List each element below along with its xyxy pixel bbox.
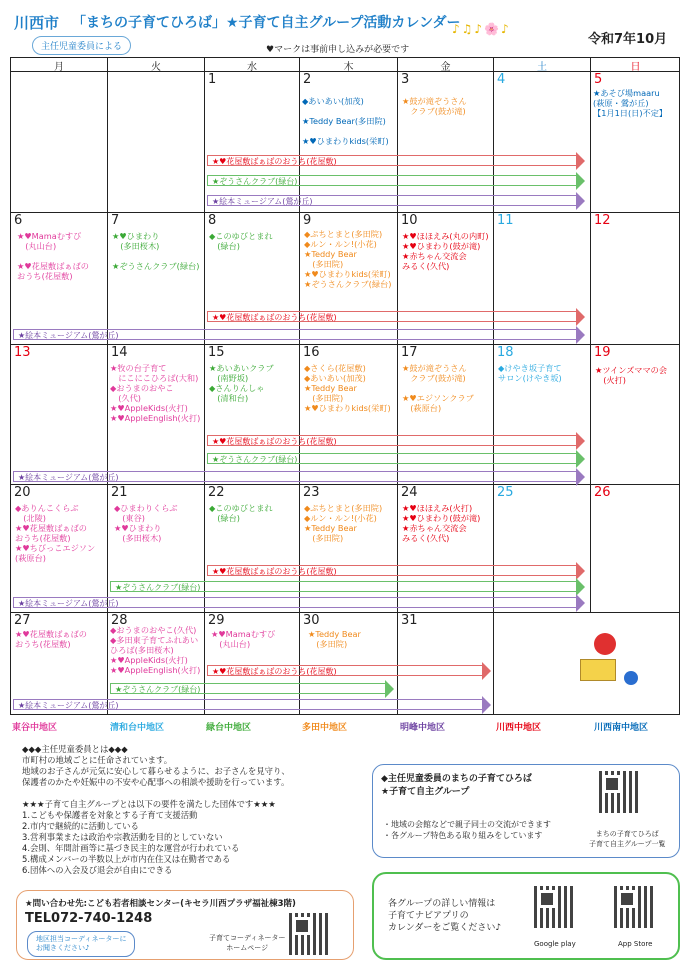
- event-list: ◆さくら(花屋敷) ◆あいあい(加茂) ★Teddy Bear (多田院) ★♥ひまわりkids(栄町): [304, 363, 391, 413]
- day-number: 26: [594, 485, 611, 500]
- day-cell: [300, 213, 398, 345]
- day-cell: [591, 213, 680, 345]
- legend-item: 清和台中地区: [110, 723, 165, 733]
- day-number: 2: [303, 72, 312, 87]
- event-list: ★ツインズママの会 (火打): [595, 365, 668, 385]
- day-number: 19: [594, 345, 611, 360]
- day-number: 11: [497, 213, 514, 228]
- event-list: ★あいあいクラブ (南野坂) ◆さんりんしゃ (清和台): [209, 363, 274, 403]
- app-store-label: App Store: [618, 940, 653, 948]
- google-play-label: Google play: [534, 940, 576, 948]
- day-number: 8: [208, 213, 217, 228]
- day-cell: [591, 345, 680, 485]
- day-number: 5: [594, 72, 603, 87]
- app-info-box: [372, 872, 680, 960]
- subtitle: 主任児童委員による: [32, 36, 131, 55]
- event-list: ◆ぷちとまと(多田院) ◆ルン・ルン!(小花) ★Teddy Bear (多田院) ★♥ひまわりkids(栄町) ★ぞうさんクラブ(緑台): [304, 229, 392, 289]
- day-number: 10: [401, 213, 418, 228]
- illustration-cell: [494, 613, 680, 714]
- contact-box: [16, 890, 354, 960]
- tel-number[interactable]: TEL072-740-1248: [25, 911, 153, 926]
- info-text: ◆◆◆主任児童委員とは◆◆◆ 市町村の地域ごとに任命されています。 地域のお子さんが元気に安心して暮らせるように、お子さんを見守り、 保護者のかたや妊娠中の不安や心配事への相談や援助を行っています。 ★★★子育て自主グループとは以下の要件を満たした団体です★★★ 1.こどもや保護者を対象とする子育て支援活動 2.市内で継続的に活動している 3.営利事業または政治や宗教活動を目的としていない 4.会則、年間計画等に基づき民主的な運営が行われている 5.構成メンバーの半数以上が市内在住又は在勤者である 6.団体への入会及び退会が自由にできる: [22, 744, 290, 875]
- event-list: ★♥花屋敷ばぁばの おうち(花屋敷): [15, 629, 87, 649]
- dow-mon: 月: [11, 58, 108, 72]
- event-bar: ★ぞうさんクラブ(緑台): [207, 175, 577, 186]
- day-number: 23: [303, 485, 320, 500]
- event-list: ★鼓が滝ぞうさん クラブ(鼓が滝): [402, 96, 467, 116]
- day-number: 28: [111, 613, 128, 628]
- event-bar: ★絵本ミュージアム(鶯が丘): [13, 471, 577, 482]
- day-number: 22: [208, 485, 225, 500]
- day-cell: [108, 213, 205, 345]
- day-cell: [398, 213, 494, 345]
- event-bar: ★絵本ミュージアム(鶯が丘): [13, 597, 577, 608]
- event-list: ★Teddy Bear (多田院): [308, 629, 361, 649]
- district-legend: [10, 720, 680, 734]
- event-bar: ★♥花屋敷ばぁばのおうち(花屋敷): [207, 565, 577, 576]
- event-list: ◆けやき坂子育て サロン(けやき坂): [498, 363, 562, 383]
- event-list: ★♥Mamaむすび (丸山台) ★♥花屋敷ばぁばの おうち(花屋敷): [17, 231, 89, 281]
- day-number: 27: [14, 613, 31, 628]
- qr-caption: まちの子育てひろば 子育て自主グループ一覧: [589, 830, 666, 848]
- day-number: 6: [14, 213, 23, 228]
- event-list: ★あそび場maaru (萩原・鶯が丘) 【1月1日(日)不定】: [593, 88, 668, 118]
- day-cell: [398, 345, 494, 485]
- qr-code-icon[interactable]: [599, 771, 641, 813]
- legend-item: 明峰中地区: [400, 723, 446, 733]
- event-list: ★♥ほほえみ(火打) ★♥ひまわり(鼓が滝) ★赤ちゃん交流会 みるく(久代): [402, 503, 481, 543]
- legend-item: 東谷中地区: [12, 723, 58, 733]
- day-cell: [591, 485, 680, 613]
- day-number: 17: [401, 345, 418, 360]
- heart-note: ♥マークは事前申し込みが必要です: [266, 45, 410, 55]
- day-number: 14: [111, 345, 128, 360]
- day-number: 20: [14, 485, 31, 500]
- event-list: ◆あいあい(加茂) ★Teddy Bear(多田院) ★♥ひまわりkids(栄町): [302, 96, 389, 146]
- coordinator-note: 地区担当コーディネーターに お聞きください♪: [27, 931, 135, 957]
- dow-tue: 火: [108, 58, 205, 72]
- decoration-icon: ♪♫♪🌸♪: [452, 22, 511, 36]
- day-cell: [11, 345, 108, 485]
- day-number: 7: [111, 213, 120, 228]
- day-cell: [300, 345, 398, 485]
- calendar-grid: [10, 57, 680, 715]
- event-list: ★♥Mamaむすび (丸山台): [211, 629, 276, 649]
- toy-box-illustration: [580, 659, 616, 681]
- day-cell: [398, 72, 494, 213]
- event-bar: ★♥花屋敷ばぁばのおうち(花屋敷): [207, 665, 483, 676]
- dow-sun: 日: [591, 58, 680, 72]
- event-list: ◆ありんこくらぶ (北陵) ★♥花屋敷ばぁばの おうち(花屋敷) ★♥ちびっこエジソン (萩原台): [15, 503, 96, 563]
- legend-item: 川西中地区: [496, 723, 542, 733]
- event-bar: ★ぞうさんクラブ(緑台): [207, 453, 577, 464]
- event-list: ◆ひまわりくらぶ (東谷) ★♥ひまわり (多田桜木): [114, 503, 178, 543]
- dow-sat: 土: [494, 58, 591, 72]
- event-list: ◆おうまのおやこ(久代) ◆多田東子育てふれあい ひろば(多田桜木) ★♥AppleKids(火打) ★♥AppleEnglish(火打): [110, 625, 201, 675]
- event-bar: ★絵本ミュージアム(鶯が丘): [13, 329, 577, 340]
- day-cell: [300, 485, 398, 613]
- dow-wed: 水: [205, 58, 300, 72]
- event-list: ◆このゆびとまれ (緑台): [209, 503, 273, 523]
- day-number: 18: [497, 345, 514, 360]
- legend-item: 緑台中地区: [206, 723, 252, 733]
- day-number: 4: [497, 72, 506, 87]
- date-label: 令和7年10月: [588, 32, 668, 47]
- app-store-qr-icon[interactable]: [614, 886, 656, 928]
- day-number: 31: [401, 613, 418, 628]
- day-number: 21: [111, 485, 128, 500]
- day-number: 24: [401, 485, 418, 500]
- app-text: 各グループの詳しい情報は 子育てナビアプリの カレンダーをご覧ください♪: [388, 899, 502, 933]
- event-list: ★牧の台子育て にこにこひろば(大和) ◆おうまのおやこ (久代) ★♥AppleKids(火打) ★♥AppleEnglish(火打): [110, 363, 201, 423]
- event-bar: ★絵本ミュージアム(鶯が丘): [13, 699, 483, 710]
- hp-caption: 子育てコーディネーター ホームページ: [209, 934, 286, 952]
- event-list: ◆ぷちとまと(多田院) ◆ルン・ルン!(小花) ★Teddy Bear (多田院): [304, 503, 383, 543]
- day-cell: [108, 345, 205, 485]
- day-cell: [205, 485, 300, 613]
- day-number: 15: [208, 345, 225, 360]
- ball-illustration: [624, 671, 638, 685]
- event-bar: ★♥花屋敷ばぁばのおうち(花屋敷): [207, 155, 577, 166]
- day-cell: [300, 72, 398, 213]
- day-number: 1: [208, 72, 217, 87]
- day-number: 9: [303, 213, 312, 228]
- day-number: 29: [208, 613, 225, 628]
- day-number: 16: [303, 345, 320, 360]
- day-number: 12: [594, 213, 611, 228]
- event-list: ★鼓が滝ぞうさん クラブ(鼓が滝) ★♥エジソンクラブ (萩原台): [402, 363, 474, 413]
- box-text: ・地域の会館などで親子同士の交流ができます ・各グループ特色ある取り組みをしています: [383, 820, 551, 840]
- event-bar: ★♥花屋敷ばぁばのおうち(花屋敷): [207, 311, 577, 322]
- event-list: ◆このゆびとまれ (緑台): [209, 231, 273, 251]
- event-bar: ★♥花屋敷ばぁばのおうち(花屋敷): [207, 435, 577, 446]
- event-bar: ★絵本ミュージアム(鶯が丘): [207, 195, 577, 206]
- page-title: 「まちの子育てひろば」★子育て自主グループ活動カレンダー: [72, 15, 461, 31]
- dow-thu: 木: [300, 58, 398, 72]
- box-title: ◆主任児童委員のまちの子育てひろば ★子育て自主グループ: [381, 774, 532, 797]
- day-cell: [11, 213, 108, 345]
- day-cell: [205, 213, 300, 345]
- day-number: 30: [303, 613, 320, 628]
- day-cell: [205, 72, 300, 213]
- day-number: 25: [497, 485, 514, 500]
- google-play-qr-icon[interactable]: [534, 886, 576, 928]
- day-cell: [11, 485, 108, 613]
- city-name: 川西市: [14, 14, 60, 32]
- event-list: ★♥ひまわり (多田桜木) ★ぞうさんクラブ(緑台): [112, 231, 200, 271]
- event-bar: ★ぞうさんクラブ(緑台): [110, 581, 577, 592]
- header: [8, 6, 684, 54]
- homepage-qr-icon[interactable]: [289, 913, 331, 955]
- contact-text: ★問い合わせ先:こども若者相談センター(キセラ川西プラザ福祉棟3階): [25, 899, 296, 909]
- event-list: ★♥ほほえみ(丸の内町) ★♥ひまわり(鼓が滝) ★赤ちゃん交流会 みるく(久代): [402, 231, 489, 271]
- day-number: 3: [401, 72, 410, 87]
- day-cell: [591, 72, 680, 213]
- legend-item: 多田中地区: [302, 723, 348, 733]
- day-cell: [108, 485, 205, 613]
- dow-fri: 金: [398, 58, 494, 72]
- day-cell: [398, 485, 494, 613]
- day-cell-empty: [108, 72, 205, 213]
- child-illustration: [594, 633, 616, 655]
- day-cell-empty: [11, 72, 108, 213]
- legend-item: 川西南中地区: [594, 723, 649, 733]
- day-number: 13: [14, 345, 31, 360]
- event-bar: ★ぞうさんクラブ(緑台): [110, 683, 386, 694]
- hiroba-info-box: [372, 764, 680, 858]
